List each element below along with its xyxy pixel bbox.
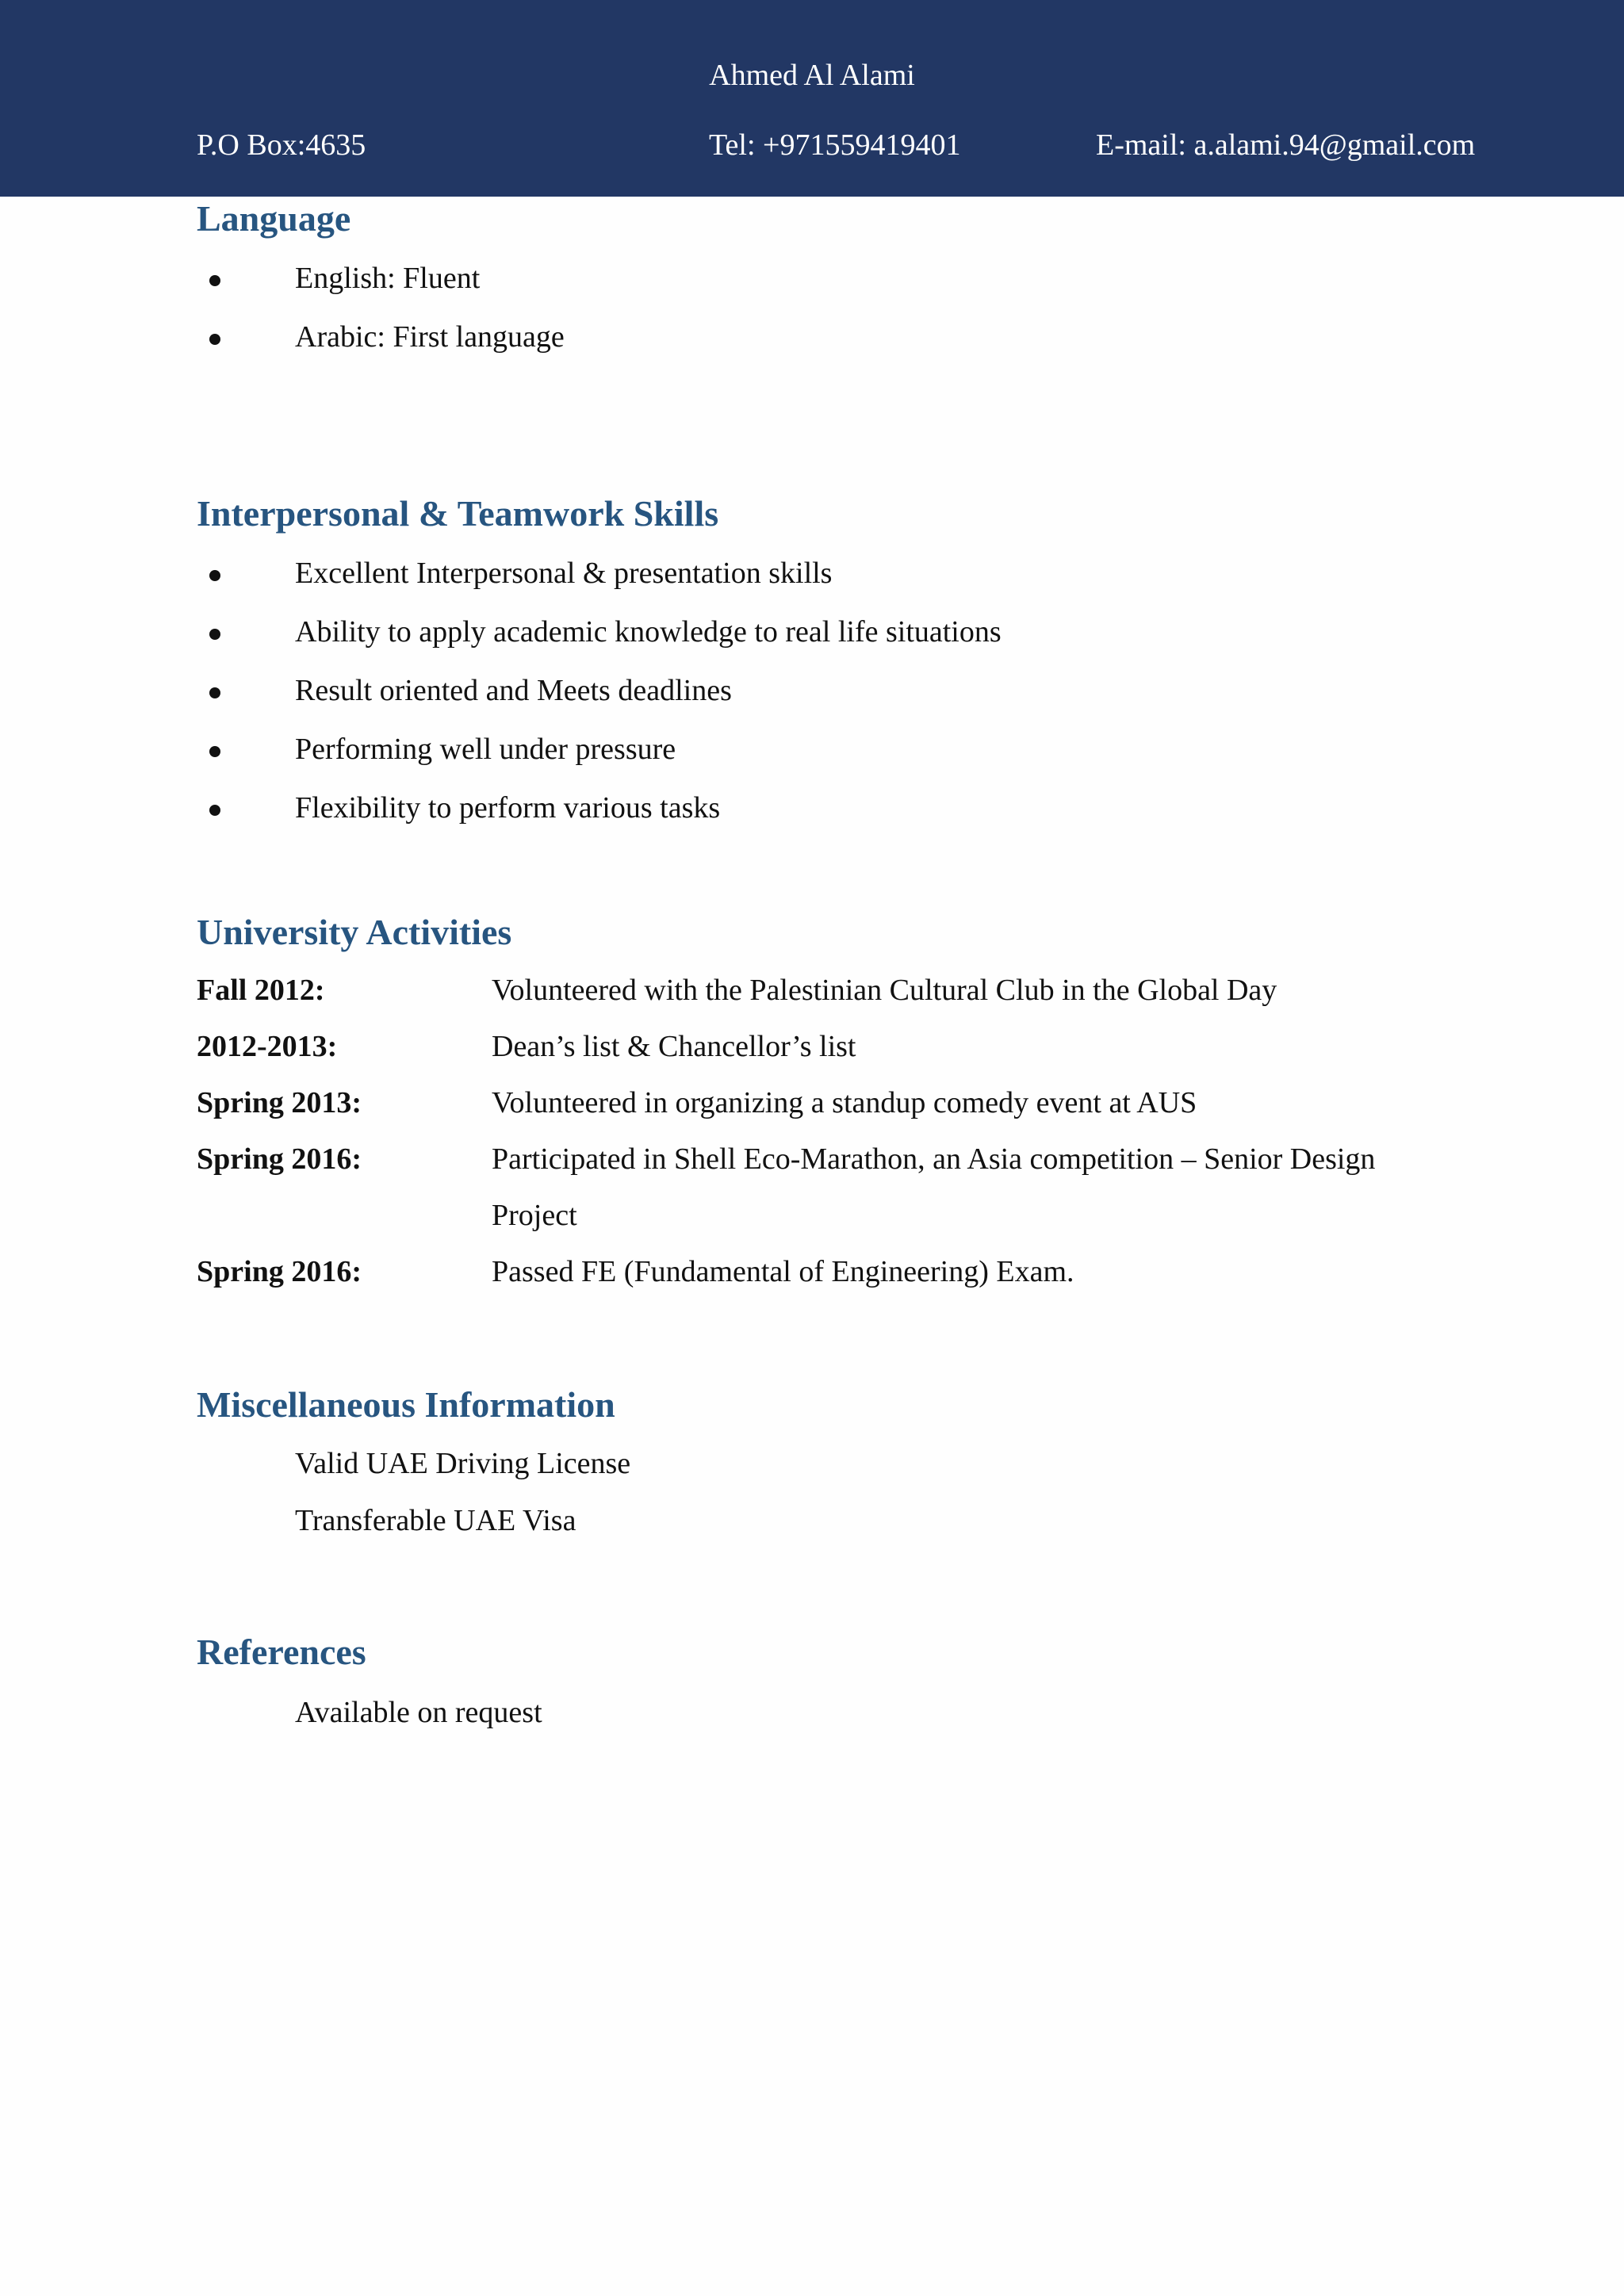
interpersonal-section — [197, 488, 1465, 837]
email-address: E-mail: a.alami.94@gmail.com — [1096, 128, 1476, 162]
candidate-name: Ahmed Al Alami — [709, 59, 915, 92]
activity-description: Volunteered in organizing a standup comedy event at AUS — [492, 1086, 1197, 1119]
activity-term: Spring 2016: — [197, 1255, 362, 1288]
list-item-text: Result oriented and Meets deadlines — [295, 674, 732, 707]
misc-section — [197, 1380, 1465, 1549]
misc-list — [197, 1435, 1465, 1549]
resume-header — [0, 0, 1624, 197]
bullet-icon — [209, 629, 220, 640]
section-title-interpersonal: Interpersonal & Teamwork Skills — [197, 493, 719, 534]
list-item: Valid UAE Driving License — [295, 1447, 631, 1480]
list-item — [197, 661, 1465, 720]
activity-row — [197, 1075, 1465, 1131]
activity-row — [197, 1019, 1465, 1075]
bullet-icon — [209, 746, 220, 757]
list-item-text: Performing well under pressure — [295, 733, 676, 766]
bullet-icon — [209, 334, 220, 345]
bullet-icon — [209, 687, 220, 698]
university-activities-section — [197, 907, 1465, 1300]
activity-term: Spring 2016: — [197, 1142, 362, 1176]
activity-term: Spring 2013: — [197, 1086, 362, 1119]
skills-list — [197, 544, 1465, 837]
list-item: Transferable UAE Visa — [295, 1504, 576, 1537]
activity-description: Passed FE (Fundamental of Engineering) Exam. — [492, 1255, 1074, 1288]
activity-term: 2012-2013: — [197, 1030, 338, 1063]
activity-description: Participated in Shell Eco-Marathon, an Asia competition – Senior Design Project — [492, 1142, 1376, 1232]
bullet-icon — [209, 570, 220, 581]
list-item — [197, 603, 1465, 661]
list-item-text: Arabic: First language — [295, 320, 565, 354]
bullet-icon — [209, 805, 220, 816]
activity-description: Dean’s list & Chancellor’s list — [492, 1030, 856, 1063]
section-title-references: References — [197, 1632, 366, 1672]
list-item — [197, 544, 1465, 603]
list-item: Available on request — [295, 1696, 542, 1729]
section-title-university: University Activities — [197, 912, 512, 952]
language-list — [197, 249, 1465, 366]
list-item — [197, 249, 1465, 308]
list-item-text: Flexibility to perform various tasks — [295, 791, 721, 825]
section-title-language: Language — [197, 198, 351, 239]
language-section — [197, 193, 1465, 366]
list-item — [197, 720, 1465, 779]
list-item — [197, 308, 1465, 366]
list-item-text: English: Fluent — [295, 262, 481, 295]
references-section — [197, 1627, 1465, 1741]
activity-row — [197, 1131, 1465, 1244]
list-item-text: Ability to apply academic knowledge to real life situations — [295, 615, 1002, 649]
activity-term: Fall 2012: — [197, 974, 325, 1007]
list-item-text: Excellent Interpersonal & presentation skills — [295, 557, 833, 590]
section-title-misc: Miscellaneous Information — [197, 1384, 615, 1425]
po-box: P.O Box:4635 — [197, 128, 366, 162]
activity-row — [197, 962, 1465, 1019]
activities-list — [197, 962, 1465, 1300]
activity-row — [197, 1244, 1465, 1300]
resume-body — [197, 193, 1465, 1741]
list-item — [197, 779, 1465, 837]
bullet-icon — [209, 275, 220, 286]
activity-description: Volunteered with the Palestinian Cultural Club in the Global Day — [492, 974, 1277, 1007]
references-list — [197, 1684, 1465, 1741]
telephone: Tel: +971559419401 — [709, 128, 961, 162]
